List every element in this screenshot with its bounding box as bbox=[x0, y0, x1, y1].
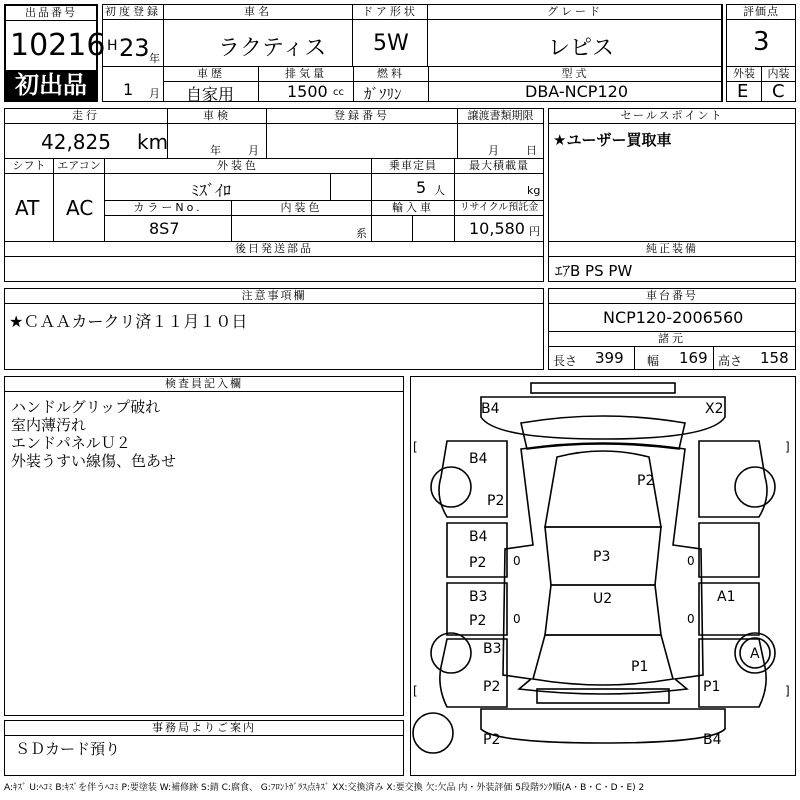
exterior-color: ﾐｽﾞｲﾛ bbox=[191, 181, 232, 200]
max-load-cell bbox=[454, 173, 544, 201]
lot-number-label: 出品番号 bbox=[6, 6, 96, 21]
car-damage-diagram bbox=[411, 377, 795, 775]
sales-point-text: ★ユーザー買取車 bbox=[553, 131, 672, 149]
mark-left-fender-b: B3 bbox=[483, 641, 502, 657]
aircon: AC bbox=[66, 196, 94, 220]
mileage-label: 走行 bbox=[4, 108, 168, 124]
mark-hood: P1 bbox=[631, 659, 649, 675]
bracket-left-lower: [ bbox=[413, 684, 418, 698]
width: 169 bbox=[679, 349, 708, 367]
exterior-grade-cell bbox=[726, 81, 762, 102]
month-unit: 月 bbox=[149, 87, 160, 100]
inspector-note-line: 外装うすい線傷、色あせ bbox=[11, 452, 177, 470]
mark-rear-right: X2 bbox=[705, 401, 724, 417]
history-label: 車歴 bbox=[163, 66, 259, 82]
mark-cabin: P3 bbox=[593, 549, 611, 565]
inspector-note-line: ハンドルグリップ破れ bbox=[11, 398, 161, 416]
right-quarter bbox=[699, 441, 767, 517]
vehicle-info-box bbox=[4, 108, 544, 242]
registration-month-cell bbox=[102, 66, 164, 102]
color-number-cell bbox=[104, 215, 232, 242]
width-label: 幅 bbox=[647, 354, 660, 368]
mark-left-front-door-p: P2 bbox=[469, 613, 487, 629]
mark-front-right: B4 bbox=[703, 732, 722, 748]
transfer-deadline-label: 譲渡書類期限 bbox=[457, 108, 544, 124]
inspection-month-unit: 月 bbox=[248, 144, 259, 157]
shift-label: シフト bbox=[4, 158, 54, 174]
seat-capacity-cell bbox=[371, 173, 455, 201]
inspection-label: 車検 bbox=[167, 108, 267, 124]
car-name-cell bbox=[163, 19, 353, 67]
sales-point-box bbox=[548, 108, 796, 242]
seat-unit: 人 bbox=[434, 184, 445, 197]
exterior-label: 外装 bbox=[726, 66, 762, 82]
spec-label: 諸元 bbox=[548, 331, 796, 347]
grade: レピス bbox=[548, 36, 615, 61]
equipment-label: 純正装備 bbox=[549, 242, 795, 257]
door-mark-right-front: 0 bbox=[687, 612, 695, 626]
displacement-label: 排気量 bbox=[258, 66, 354, 82]
mark-left-rear-door-b: B4 bbox=[469, 529, 488, 545]
chassis-box bbox=[548, 288, 796, 370]
first-registration-label: 初度登録 bbox=[102, 4, 164, 20]
right-rear-door bbox=[699, 523, 759, 577]
history: 自家用 bbox=[186, 85, 235, 104]
score: 3 bbox=[753, 27, 770, 57]
rear-right-wheel bbox=[735, 467, 775, 507]
seat-capacity-label: 乗車定員 bbox=[371, 158, 455, 174]
displacement: 1500 bbox=[287, 82, 328, 101]
inspection-year-unit: 年 bbox=[210, 144, 221, 157]
mark-right-fender: P1 bbox=[703, 679, 721, 695]
registration-number-cell bbox=[266, 123, 458, 159]
fuel-cell bbox=[353, 81, 429, 102]
aircon-cell bbox=[53, 173, 105, 242]
height-label: 高さ bbox=[718, 354, 743, 368]
import-car-cell-b bbox=[412, 215, 455, 242]
shift: AT bbox=[15, 196, 40, 220]
interior-color-cell bbox=[231, 215, 372, 242]
transfer-deadline-cell bbox=[457, 123, 544, 159]
recycle-fee-unit: 円 bbox=[529, 225, 540, 238]
equipment: ｴｱB PS PW bbox=[555, 262, 633, 280]
mark-left-quarter-b: B4 bbox=[469, 451, 488, 467]
color-number-label: カラーNo. bbox=[104, 200, 232, 216]
lot-number-box bbox=[4, 4, 106, 102]
spare-wheel bbox=[413, 713, 453, 753]
door-type-cell bbox=[352, 19, 428, 67]
color-number: 8S7 bbox=[149, 219, 180, 238]
door-type: 5W bbox=[373, 31, 409, 56]
exterior-color-cell bbox=[104, 173, 331, 201]
registration-year-cell bbox=[102, 19, 164, 67]
mark-rear-left: B4 bbox=[481, 401, 500, 417]
max-load-unit: kg bbox=[527, 184, 541, 197]
max-load-label: 最大積載量 bbox=[454, 158, 544, 174]
exterior-grade: E bbox=[737, 81, 749, 102]
first-listing-badge: 初出品 bbox=[6, 70, 96, 100]
sales-point-label: セールスポイント bbox=[549, 109, 795, 124]
length: 399 bbox=[595, 349, 624, 367]
caution-text: ★ＣＡＡカークリ済１１月１０日 bbox=[9, 312, 248, 331]
displacement-cell bbox=[258, 81, 354, 102]
body-outline bbox=[503, 443, 703, 694]
registration-number-label: 登録番号 bbox=[266, 108, 458, 124]
exterior-color-extra-cell bbox=[330, 173, 372, 201]
mark-roof: P2 bbox=[637, 473, 655, 489]
fuel-label: 燃料 bbox=[353, 66, 429, 82]
shift-cell bbox=[4, 173, 54, 242]
chassis-number-label: 車台番号 bbox=[549, 289, 795, 304]
score-box bbox=[726, 4, 796, 102]
grade-cell bbox=[427, 19, 723, 67]
mark-left-rear-door-p: P2 bbox=[469, 555, 487, 571]
chassis-number: NCP120-2006560 bbox=[603, 308, 744, 327]
transfer-month-unit: 月 bbox=[488, 144, 499, 157]
damage-diagram-box bbox=[410, 376, 796, 776]
height: 158 bbox=[760, 349, 789, 367]
era: H bbox=[107, 38, 118, 54]
width-cell bbox=[634, 346, 714, 370]
year-unit: 年 bbox=[149, 52, 160, 65]
rear-bumper bbox=[481, 397, 725, 439]
rear-glass bbox=[521, 416, 685, 449]
front-bumper-strip bbox=[537, 689, 669, 703]
later-parts-box bbox=[4, 241, 544, 282]
inspector-note-line: 室内薄汚れ bbox=[11, 416, 87, 434]
inspector-notes-label: 検査員記入欄 bbox=[5, 377, 403, 392]
office-notice-label: 事務局よりご案内 bbox=[5, 721, 403, 736]
car-name-label: 車名 bbox=[163, 4, 353, 20]
front-bumper bbox=[481, 709, 725, 743]
height-cell bbox=[713, 346, 796, 370]
office-notice-text: ＳＤカード預り bbox=[15, 740, 121, 758]
door-mark-left-rear: 0 bbox=[513, 554, 521, 568]
transfer-day-unit: 日 bbox=[526, 144, 537, 157]
office-notice-box bbox=[4, 720, 404, 776]
seat-capacity: 5 bbox=[416, 178, 427, 197]
mileage: 42,825 bbox=[41, 130, 111, 154]
import-car-cell-a bbox=[371, 215, 413, 242]
registration-year: 23 bbox=[119, 34, 150, 62]
fuel: ｶﾞｿﾘﾝ bbox=[364, 85, 402, 103]
model-label: 型式 bbox=[428, 66, 723, 82]
bracket-left-upper: [ bbox=[413, 440, 418, 454]
door-mark-right-rear: 0 bbox=[687, 554, 695, 568]
door-type-label: ドア形状 bbox=[352, 4, 428, 20]
bracket-right-upper: ] bbox=[785, 440, 790, 454]
mark-front-left: P2 bbox=[483, 732, 501, 748]
mark-floor: U2 bbox=[593, 591, 613, 607]
length-label: 長さ bbox=[553, 354, 578, 368]
mileage-unit: km bbox=[137, 130, 169, 154]
mark-left-quarter-p: P2 bbox=[487, 493, 505, 509]
inspector-note-line: エンドパネルＵ２ bbox=[11, 434, 131, 452]
mileage-cell bbox=[4, 123, 168, 159]
exterior-color-label: 外装色 bbox=[104, 158, 372, 174]
history-cell bbox=[163, 81, 259, 102]
damage-legend: A:ｷｽﾞ U:ﾍｺﾐ B:ｷｽﾞを伴うﾍｺﾐ P:要塗装 W:補修跡 S:錆 C:腐食、 G:ﾌﾛﾝﾄｶﾞﾗｽ点ｷｽﾞ XX:交換済み X:要交換 欠:欠品 内・外装評価 5段階ﾗﾝｸ順(A・B・C・D・E) 2 bbox=[4, 783, 645, 793]
hood-panel bbox=[533, 635, 673, 685]
model: DBA-NCP120 bbox=[525, 82, 628, 101]
interior-color-unit: 系 bbox=[356, 227, 367, 240]
registration-month: 1 bbox=[123, 80, 134, 99]
car-name: ラクティス bbox=[218, 36, 327, 61]
interior-label: 内装 bbox=[761, 66, 796, 82]
displacement-unit: cc bbox=[333, 87, 344, 98]
bracket-right-lower: ] bbox=[785, 684, 790, 698]
roof-panel bbox=[545, 451, 661, 527]
interior-grade-cell bbox=[761, 81, 796, 102]
equipment-box bbox=[548, 241, 796, 282]
mark-left-fender-p: P2 bbox=[483, 679, 501, 695]
mark-left-front-door-b: B3 bbox=[469, 589, 488, 605]
recycle-fee-cell bbox=[454, 215, 544, 242]
mark-right-wheel: A bbox=[750, 646, 760, 662]
inspection-cell bbox=[167, 123, 267, 159]
rear-bumper-strip bbox=[531, 383, 675, 393]
caution-label: 注意事項欄 bbox=[5, 289, 543, 304]
model-cell bbox=[428, 81, 723, 102]
mark-right-front-door: A1 bbox=[717, 589, 736, 605]
interior-color-label: 内装色 bbox=[231, 200, 372, 216]
grade-label: グレード bbox=[427, 4, 723, 20]
rear-left-wheel bbox=[431, 467, 471, 507]
inspector-notes-box bbox=[4, 376, 404, 716]
recycle-fee: 10,580 bbox=[469, 219, 525, 238]
aircon-label: エアコン bbox=[53, 158, 105, 174]
lot-number: 10216 bbox=[10, 28, 106, 63]
recycle-fee-label: リサイクル預託金 bbox=[454, 200, 544, 216]
interior-grade: C bbox=[772, 81, 785, 102]
later-parts-label: 後日発送部品 bbox=[5, 242, 543, 257]
caution-box bbox=[4, 288, 544, 370]
length-cell bbox=[548, 346, 635, 370]
registration-box bbox=[102, 4, 722, 102]
import-car-label: 輸入車 bbox=[371, 200, 455, 216]
door-mark-left-front: 0 bbox=[513, 612, 521, 626]
score-label: 評価点 bbox=[726, 4, 796, 20]
